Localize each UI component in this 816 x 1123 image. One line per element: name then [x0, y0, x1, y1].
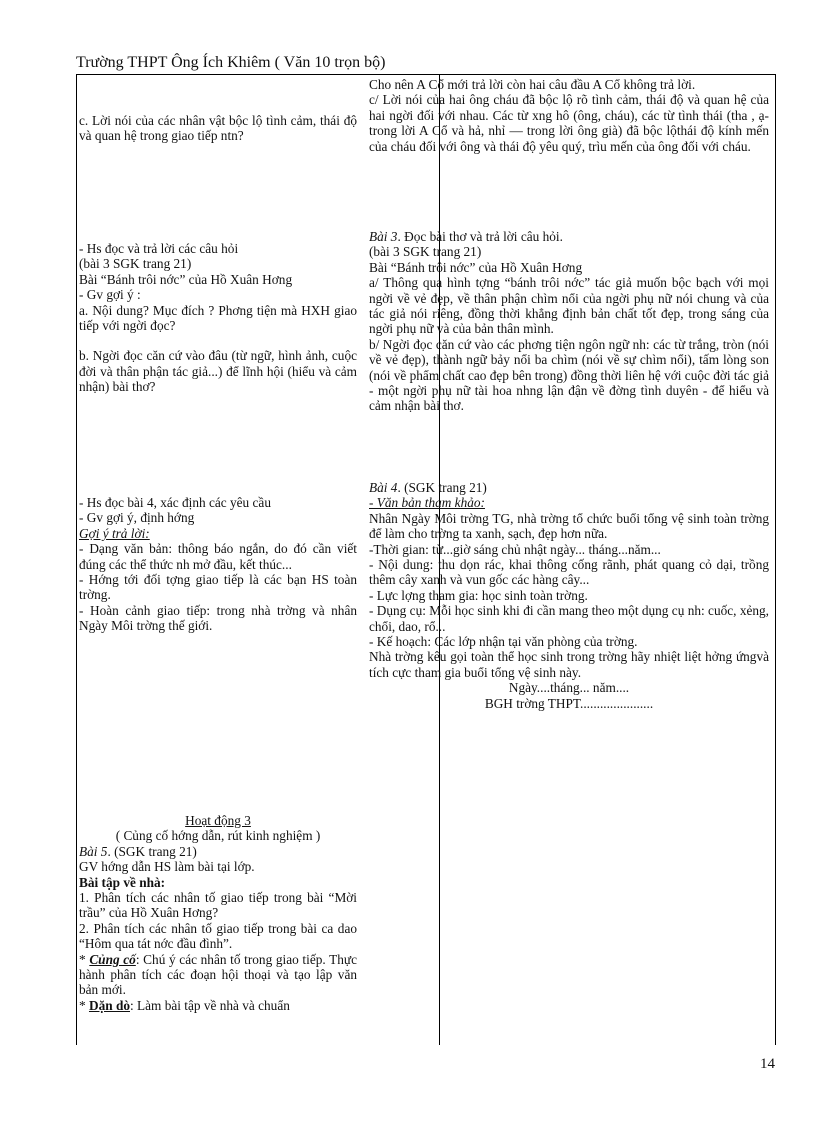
bai3-rest: . Đọc bài thơ và trả lời câu hỏi.: [397, 229, 563, 244]
question-c-text: c. Lời nói của các nhân vật bộc lộ tình cảm, thái độ và quan hệ trong giao tiếp ntn?: [79, 113, 357, 144]
left-question-c: [79, 113, 357, 144]
bai4-reference-title: - Văn bản tham khảo:: [369, 495, 485, 511]
bai4-notice-call: Nhà trờng kêu gọi toàn thể học sinh trong trờng hãy nhiệt liệt hởng ứngvà tích cực tham gia buổi tổng vệ sinh này.: [369, 649, 769, 680]
bai3-poem-right: Bài “Bánh trôi nớc” của Hồ Xuân Hơng: [369, 259, 583, 275]
bai4-notice-participants: - Lực lợng tham gia: học sinh toàn trờng.: [369, 587, 588, 603]
answer-c: c/ Lời nói của hai ông cháu đã bộc lộ rõ tình cảm, thái độ và quan hệ của hai ngời đối với nhau. Các từ xng hô (ông, cháu), các từ tình thái (tha , ạ- trong lời A Cổ và hả, nhỉ — trong lời ông già) đã bộc lộthái độ kính mến của cháu đối với ông và thái độ yêu quý, trìu mến của ông đối với cháu.: [369, 92, 769, 154]
bai3-answer-b: b/ Ngời đọc căn cứ vào các phơng tiện ngôn ngữ nh: các từ trắng, tròn (nói về vẻ đẹp), thành ngữ bảy nổi ba chìm (nói về sự chìm nổi), tấm lòng son (nói về phẩm chất cao đẹp bên trong) đồng thời liên hệ với cuộc đời tác giả - một ngời phụ nữ tài hoa nhng lận đận về đờng tình duyên - để hiểu và cảm nhận bài thơ.: [369, 336, 769, 414]
bai4-signature-line: BGH trờng THPT......................: [484, 695, 654, 711]
homework-title: Bài tập về nhà:: [79, 874, 166, 890]
bai5-rest: . (SGK trang 21): [107, 843, 197, 859]
instruction-label: Dặn dò: [88, 997, 130, 1013]
page-header: Trường THPT Ông Ích Khiêm ( Văn 10 trọn bộ): [76, 54, 386, 71]
bai3-ref-right: (bài 3 SGK trang 21): [369, 244, 482, 260]
bai4-rest: . (SGK trang 21): [397, 480, 487, 495]
activity3-subtitle: ( Củng cố hớng dẫn, rút kinh nghiệm ): [115, 828, 321, 844]
bai3-gv: - Gv gợi ý :: [79, 287, 141, 303]
left-bai4-block: [79, 495, 357, 634]
left-bai3-block: [79, 241, 357, 395]
right-bai4-block: [369, 480, 769, 711]
bai3-question-b: b. Ngời đọc căn cứ vào đâu (từ ngữ, hình ảnh, cuộc đời và thân phận tác giả...) để lĩnh hội (hiểu và cảm nhận) bài thơ?: [79, 348, 357, 395]
bai3-question-a: a. Nội dung? Mục đích ? Phơng tiện mà HXH giao tiếp với ngời đọc?: [79, 302, 357, 334]
bai3-heading: [369, 229, 769, 244]
bai5-label: Bài 5: [79, 843, 108, 859]
bai4-gv: - Gv gợi ý, định hớng: [79, 510, 195, 526]
consolidation-text: : Chú ý các nhân tố trong giao tiếp. Thực hành phân tích các đoạn hội thoại và tạo lập văn bản mới.: [79, 951, 357, 998]
consolidation-label: Củng cố: [89, 951, 136, 967]
bai3-answer-a: a/ Thông qua hình tợng “bánh trôi nớc” tác giả muốn bộc bạch với mọi ngời về vẻ đẹp, về thân phận chìm nổi của ngời phụ nữ nói chung và của tác giả nói riêng, đồng thời khẳng định bản chất tốt đẹp, trong sáng của ngời phụ nữ và của bản thân mình.: [369, 275, 769, 337]
bai4-notice-intro: Nhân Ngày Môi trờng TG, nhà trờng tổ chức buổi tổng vệ sinh toàn trờng để làm cho trờng ta xanh, sạch, đẹp hơn nữa.: [369, 510, 769, 542]
lesson-table: [76, 75, 776, 1045]
bai4-notice-content: - Nội dung: thu dọn rác, khai thông cống rãnh, phát quang cỏ dại, trồng thêm cây xanh và vun gốc các hàng cây...: [369, 557, 769, 588]
bai4-hint-title: Gợi ý trả lời:: [79, 525, 150, 541]
activity3-title: Hoạt động 3: [185, 813, 251, 828]
answer-continuation: Cho nên A Cổ mới trả lời còn hai câu đầu A Cổ không trả lời.: [369, 77, 696, 92]
bai4-notice-tools: - Dụng cụ: Mỗi học sinh khi đi cần mang theo một dụng cụ nh: cuốc, xẻng, chổi, dao, rổ...: [369, 603, 769, 634]
homework-2: 2. Phân tích các nhân tố giao tiếp trong bài ca dao “Hôm qua tát nớc đầu đình”.: [79, 920, 357, 952]
right-bai3-block: [369, 229, 769, 414]
right-answer-c-block: [369, 77, 769, 154]
instruction-line: * Dặn dò: Làm bài tập về nhà và chuẩn: [79, 997, 290, 1013]
bai4-hint-1: - Dạng văn bản: thông báo ngắn, do đó cần viết đúng các thể thức nh mở đầu, kết thúc...: [79, 541, 357, 572]
bai3-label: Bài 3: [369, 229, 398, 244]
homework-1: 1. Phân tích các nhân tố giao tiếp trong bài “Mời trầu” của Hồ Xuân Hơng?: [79, 890, 357, 921]
bai4-heading: [369, 480, 769, 495]
bai4-notice-time: -Thời gian: từ...giờ sáng chủ nhật ngày... tháng...năm...: [369, 541, 661, 557]
bai4-hint-3: - Hoàn cảnh giao tiếp: trong nhà trờng và nhân Ngày Môi trờng thế giới.: [79, 602, 357, 634]
bai4-notice-plan: - Kế hoạch: Các lớp nhận tại văn phòng của trờng.: [369, 634, 638, 650]
bai3-intro: - Hs đọc và trả lời các câu hỏi: [79, 241, 239, 256]
bai3-ref: (bài 3 SGK trang 21): [79, 256, 192, 272]
bai5-line: [79, 844, 357, 859]
bai4-date-line: Ngày....tháng... năm....: [508, 680, 630, 696]
bai5-gv: GV hớng dẫn HS làm bài tại lớp.: [79, 859, 255, 875]
bai3-poem: Bài “Bánh trôi nớc” của Hồ Xuân Hơng: [79, 271, 293, 287]
left-hoatdong3-block: [79, 813, 357, 1013]
instruction-text: : Làm bài tập về nhà và chuẩn: [130, 997, 290, 1013]
page-number: 14: [760, 1056, 775, 1072]
consolidation-line: * Củng cố: Chú ý các nhân tố trong giao tiếp. Thực hành phân tích các đoạn hội thoại và tạo lập văn bản mới.: [79, 951, 357, 998]
bai4-intro: - Hs đọc bài 4, xác định các yêu cầu: [79, 495, 271, 510]
bai4-label: Bài 4: [369, 480, 398, 495]
bai4-hint-2: - Hớng tới đối tợng giao tiếp là các bạn HS toàn trờng.: [79, 572, 357, 603]
